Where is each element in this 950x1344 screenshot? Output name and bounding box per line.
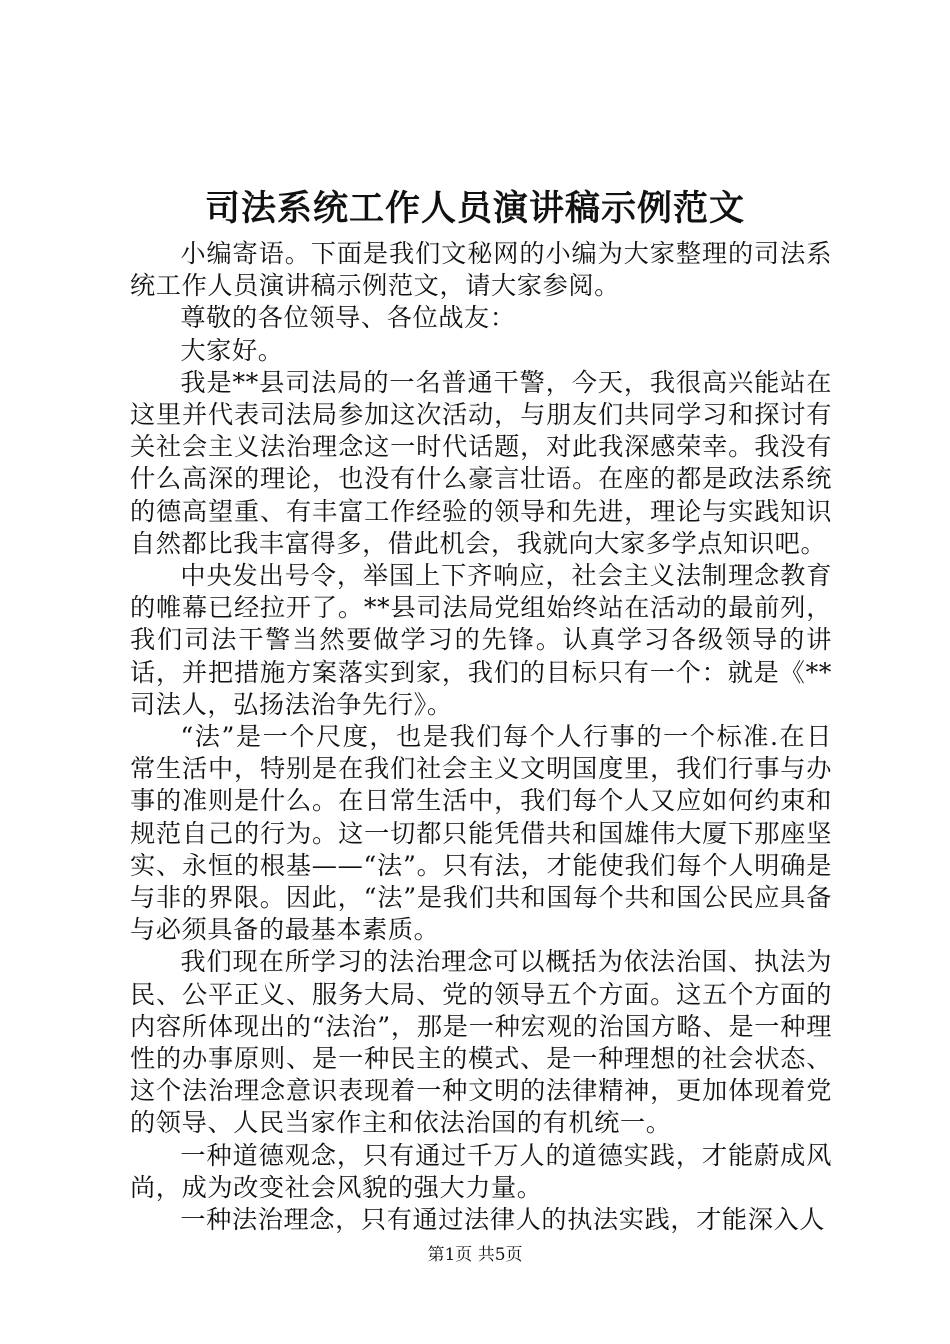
paragraph-rule-of-law-concept: 我们现在所学习的法治理念可以概括为依法治国、执法为民、公平正义、服务大局、党的领导五个方面。这五个方面的内容所体现出的“法治”，那是一种宏观的治国方略、是一种理性的办事原则、是一种民主的模式、是一种理想的社会状态、这个法治理念意识表现着一种文明的法律精神，更加体现着党的领导、人民当家作主和依法治国的有机统一。	[130, 947, 832, 1138]
document-title: 司法系统工作人员演讲稿示例范文	[204, 188, 745, 229]
paragraph-central-order: 中央发出号令，举国上下齐响应，社会主义法制理念教育的帷幕已经拉开了。**县司法局党组始终站在活动的最前列，我们司法干警当然要做学习的先锋。认真学习各级领导的讲话，并把措施方案落实到家，我们的目标只有一个：就是《**司法人，弘扬法治争先行》。	[130, 561, 832, 719]
paragraph-self-introduction: 我是**县司法局的一名普通干警，今天，我很高兴能站在这里并代表司法局参加这次活动，与朋友们共同学习和探讨有关社会主义法治理念这一时代话题，对此我深感荣幸。我没有什么高深的理论，也没有什么豪言壮语。在座的都是政法系统的德高望重、有丰富工作经验的领导和先进，理论与实践知识自然都比我丰富得多，借此机会，我就向大家多学点知识吧。	[130, 367, 832, 558]
paragraph-moral-concept: 一种道德观念，只有通过千万人的道德实践，才能蔚成风尚，成为改变社会风貌的强大力量。	[130, 1140, 832, 1202]
page-number-footer: 第1页 共5页	[427, 1245, 523, 1265]
paragraph-salutation: 尊敬的各位领导、各位战友：	[180, 303, 516, 333]
paragraph-legal-practice: 一种法治理念，只有通过法律人的执法实践，才能深入人	[180, 1205, 826, 1235]
paragraph-intro: 小编寄语。下面是我们文秘网的小编为大家整理的司法系统工作人员演讲稿示例范文，请大家参阅。	[130, 239, 832, 301]
document-body	[130, 238, 832, 1236]
paragraph-law-standard: “法”是一个尺度，也是我们每个人行事的一个标准.在日常生活中，特别是在我们社会主义文明国度里，我们行事与办事的准则是什么。在日常生活中，我们每个人又应如何约束和规范自己的行为。这一切都只能凭借共和国雄伟大厦下那座坚实、永恒的根基——“法”。只有法，才能使我们每个人明确是与非的界限。因此，“法”是我们共和国每个共和国公民应具备与必须具备的最基本素质。	[130, 722, 832, 945]
paragraph-greeting: 大家好。	[180, 335, 284, 365]
